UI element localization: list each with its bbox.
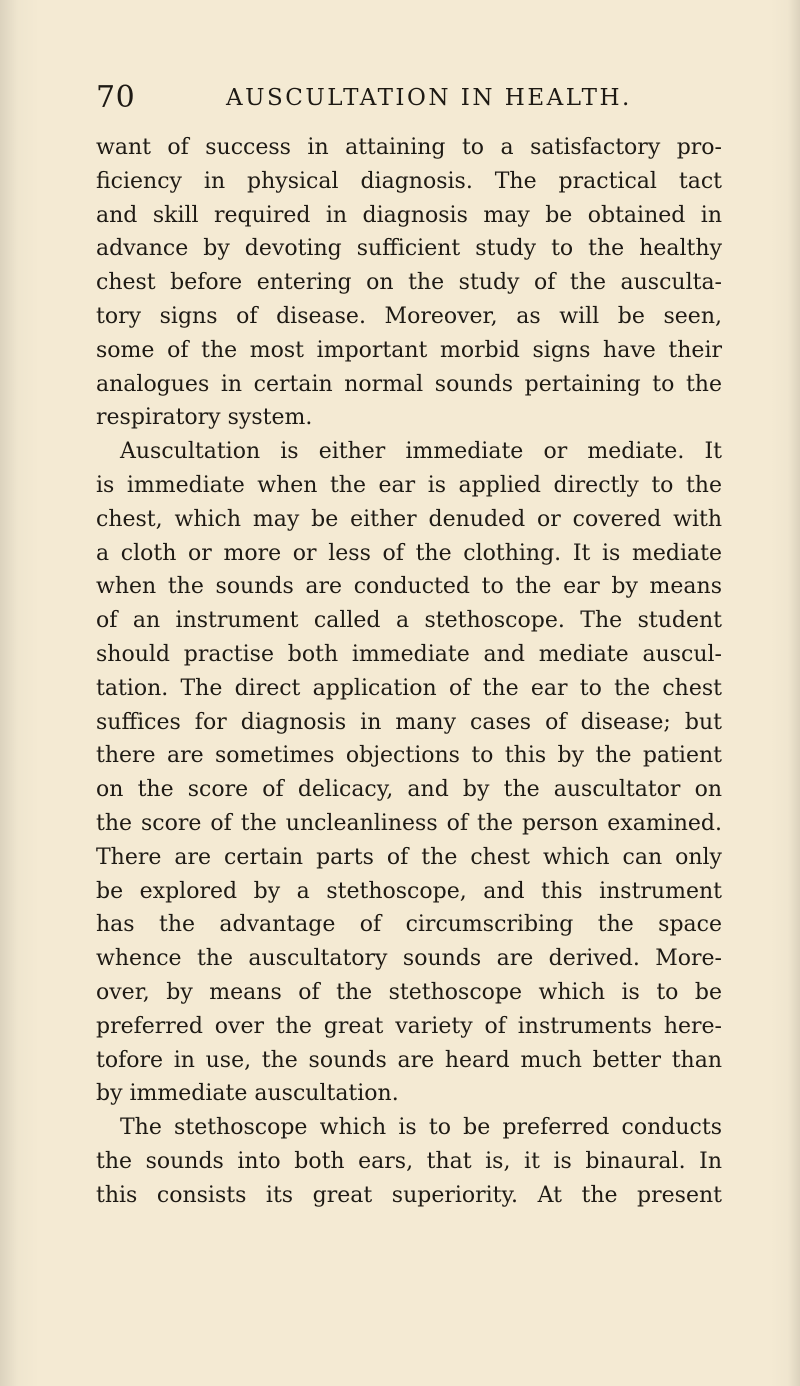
running-head: AUSCULTATION IN HEALTH. (226, 85, 632, 111)
text-line: whence the auscultatory sounds are derived. More- (96, 946, 722, 972)
text-line: has the advantage of circumscribing the space (96, 912, 722, 938)
text-line: There are certain parts of the chest which can only (96, 844, 722, 870)
text-line: some of the most important morbid signs have their (96, 337, 722, 363)
text-line: and skill required in diagnosis may be obtained in (96, 202, 722, 228)
text-line: should practise both immediate and mediate auscul- (96, 641, 722, 667)
text-line: tofore in use, the sounds are heard much better than (96, 1047, 722, 1073)
text-line: ficiency in physical diagnosis. The practical tact (96, 168, 722, 194)
text-line: a cloth or more or less of the clothing. It is mediate (96, 540, 722, 566)
page-number: 70 (96, 80, 136, 115)
text-line: respiratory system. (96, 405, 313, 431)
body-text (96, 131, 722, 1213)
text-line: when the sounds are conducted to the ear by means (96, 574, 722, 600)
text-line: chest before entering on the study of the ausculta- (96, 270, 722, 296)
text-line: advance by devoting sufficient study to the healthy (96, 236, 722, 262)
text-line: on the score of delicacy, and by the auscultator on (96, 777, 722, 803)
text-line: the score of the uncleanliness of the person examined. (96, 810, 722, 836)
text-line: this consists its great superiority. At the present (96, 1182, 722, 1208)
text-line: tation. The direct application of the ear to the chest (96, 675, 722, 701)
text-line: of an instrument called a stethoscope. The student (96, 608, 722, 634)
text-line: The stethoscope which is to be preferred conducts (120, 1115, 722, 1141)
text-line: is immediate when the ear is applied directly to the (96, 472, 722, 498)
text-line: tory signs of disease. Moreover, as will be seen, (96, 303, 722, 329)
text-line: suffices for diagnosis in many cases of disease; but (96, 709, 722, 735)
text-line: analogues in certain normal sounds pertaining to the (96, 371, 722, 397)
text-line: over, by means of the stethoscope which is to be (96, 979, 722, 1005)
text-line: preferred over the great variety of instruments here- (96, 1013, 722, 1039)
text-line: the sounds into both ears, that is, it is binaural. In (96, 1148, 722, 1174)
page-header (96, 80, 736, 120)
text-line: by immediate auscultation. (96, 1081, 399, 1107)
text-line: chest, which may be either denuded or covered with (96, 506, 722, 532)
text-line: Auscultation is either immediate or mediate. It (120, 439, 722, 465)
text-line: be explored by a stethoscope, and this instrument (96, 878, 722, 904)
text-line: want of success in attaining to a satisfactory pro- (96, 135, 722, 160)
text-line: there are sometimes objections to this by the patient (96, 743, 722, 769)
